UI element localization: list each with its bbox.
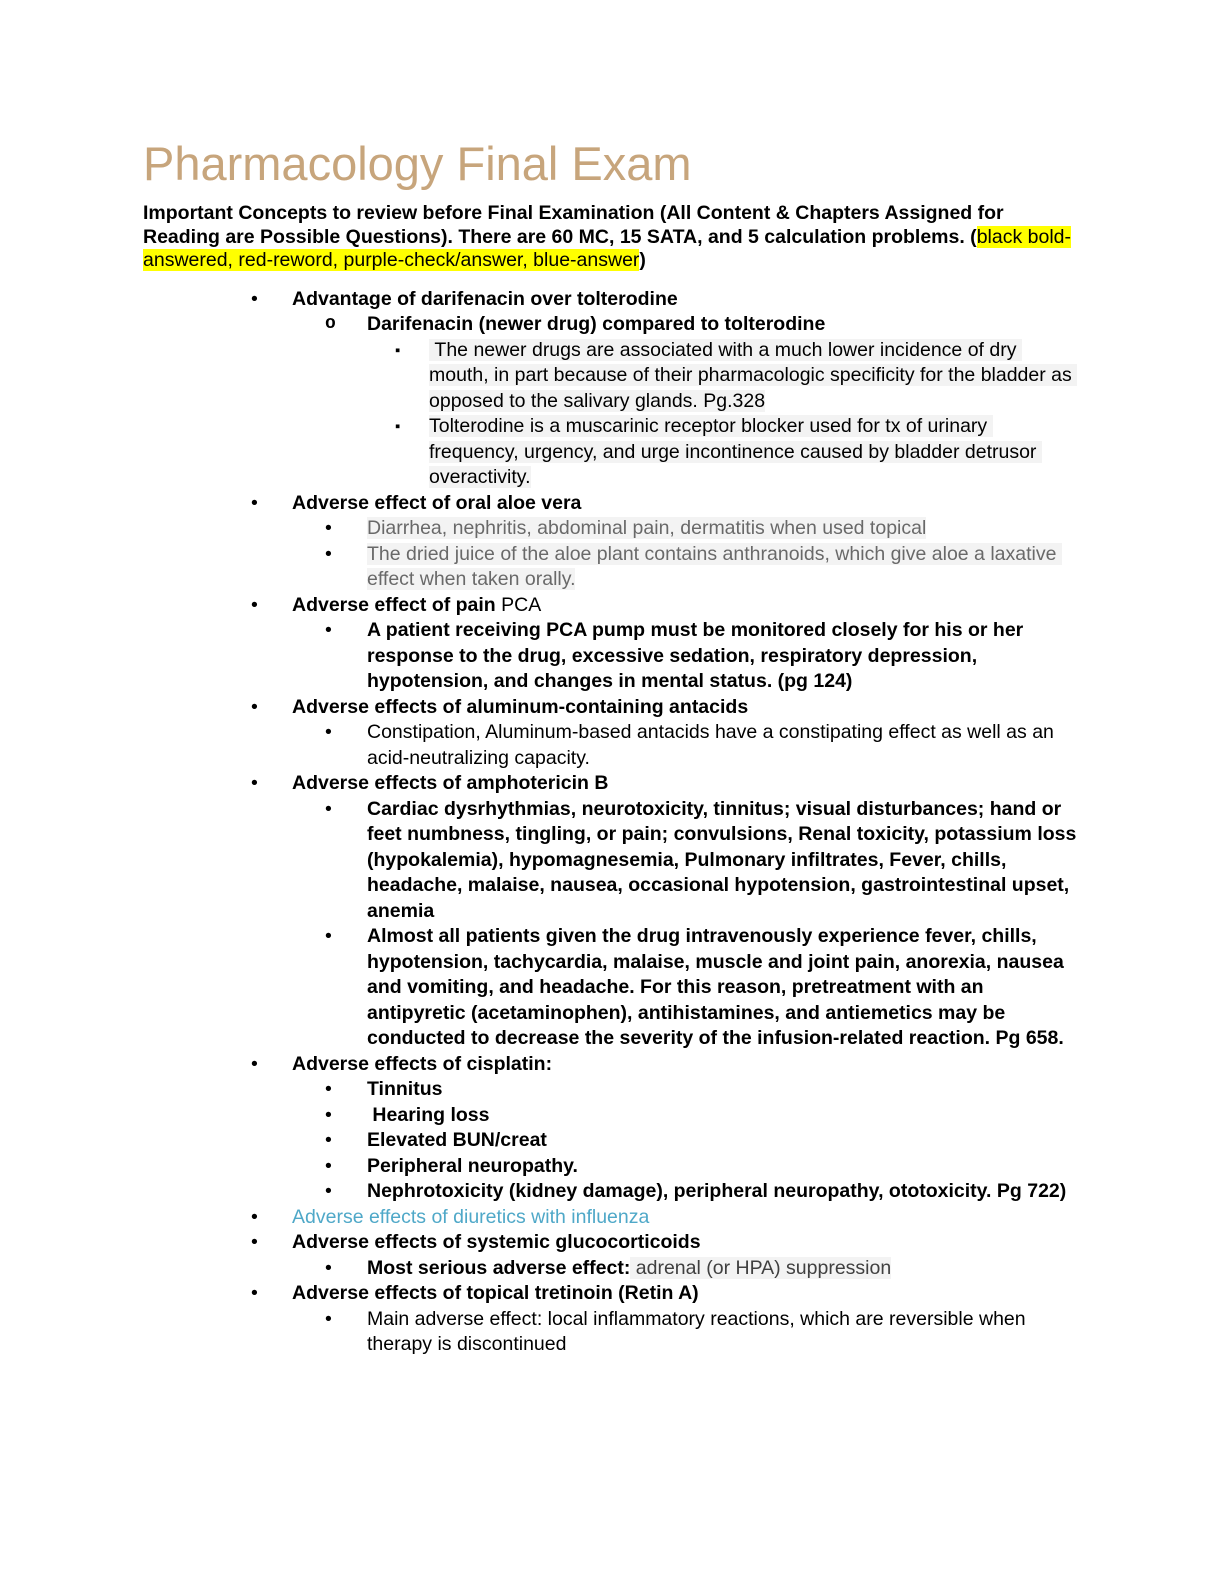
list-item-text xyxy=(292,1205,1081,1231)
bullet-disc-icon: • xyxy=(325,1180,332,1202)
bullet-disc-icon: • xyxy=(325,517,332,539)
bullet-disc-icon: • xyxy=(325,619,332,641)
list-item xyxy=(143,516,1081,542)
list-item xyxy=(143,1103,1081,1129)
text-segment: Adverse effects of systemic glucocorticoids xyxy=(292,1231,701,1253)
list-item xyxy=(143,924,1081,1052)
list-item-text xyxy=(367,1179,1081,1205)
text-segment: Adverse effects of aluminum-containing antacids xyxy=(292,695,749,718)
text-segment: Cardiac dysrhythmias, neurotoxicity, tinnitus; visual disturbances; hand or feet numbness, tingling, or pain; convulsions, Renal toxicity, potassium loss (hypokalemia), hypomagnesemia, Pulmonary infiltrates, Fever, chills, headache, malaise, nausea, occasional hypotension, gastrointestinal upset, anemia xyxy=(367,797,1082,922)
bullet-disc-icon: • xyxy=(251,491,258,514)
text-segment: Constipation, Aluminum-based antacids have a constipating effect as well as an acid-neutralizing capacity. xyxy=(367,721,1060,769)
text-segment: The newer drugs are associated with a much lower incidence of dry mouth, in part because of their pharmacologic specificity for the bladder as opposed to the salivary glands. Pg.328 xyxy=(429,338,1078,412)
list-item-text xyxy=(367,516,1081,542)
bullet-square-icon: ▪ xyxy=(395,341,401,359)
text-segment: Adverse effects of cisplatin: xyxy=(292,1052,553,1075)
list-item-text xyxy=(367,1128,1081,1154)
list-item xyxy=(143,1205,1081,1231)
list-item xyxy=(143,720,1081,771)
bullet-disc-icon: • xyxy=(325,1103,332,1126)
list-item-text xyxy=(367,1103,1081,1129)
text-segment: Almost all patients given the drug intravenously experience fever, chills, hypotension, tachycardia, malaise, muscle and joint pain, anorexia, nausea and vomiting, and headache. For this reason, pretreatment with an antipyretic (acetaminophen), antihistamines, and antiemetics may be conducted to decrease the severity of the infusion-related reaction. Pg 658. xyxy=(367,925,1070,1049)
text-segment: Important Concepts to review before Final Examination (All Content & Chapters Assigned for Reading are Possible Questions). There are 60 MC, 15 SATA, and 5 calculation problems. ( xyxy=(143,202,1010,248)
list-item xyxy=(143,1281,1081,1307)
bullet-disc-icon: • xyxy=(325,1154,332,1177)
list-item xyxy=(143,312,1081,338)
list-item-text xyxy=(367,720,1081,771)
list-item xyxy=(143,618,1081,695)
bullet-disc-icon: • xyxy=(325,542,332,565)
text-segment: Diarrhea, nephritis, abdominal pain, dermatitis when used topical xyxy=(367,517,927,539)
text-segment: Adverse effects of topical tretinoin (Retin A) xyxy=(292,1282,699,1304)
bullet-list xyxy=(143,287,1081,1358)
text-segment: Most serious adverse effect: xyxy=(367,1256,631,1279)
bullet-disc-icon: • xyxy=(251,1205,258,1228)
list-item xyxy=(143,414,1081,491)
text-segment: Nephrotoxicity (kidney damage), peripheral neuropathy, ototoxicity. Pg 722) xyxy=(367,1180,1067,1202)
text-segment: Darifenacin (newer drug) compared to tolterodine xyxy=(367,313,826,335)
list-item-text xyxy=(292,771,1081,797)
bullet-square-icon: ▪ xyxy=(395,418,401,435)
list-item-text xyxy=(367,797,1081,925)
bullet-disc-icon: • xyxy=(251,1052,258,1075)
list-item xyxy=(143,491,1081,517)
list-item xyxy=(143,1179,1081,1205)
list-item xyxy=(143,287,1081,313)
bullet-disc-icon: • xyxy=(325,1078,332,1100)
text-segment: A patient receiving PCA pump must be monitored closely for his or her response to the drug, excessive sedation, respiratory depression, hypotension, and changes in mental status. (pg 124) xyxy=(367,619,1029,692)
list-item xyxy=(143,542,1081,593)
text-segment: Adverse effects of amphotericin B xyxy=(292,772,609,794)
intro-paragraph xyxy=(143,202,1081,273)
list-item xyxy=(143,1154,1081,1180)
bullet-disc-icon: • xyxy=(251,287,258,310)
bullet-circle-icon: o xyxy=(325,314,336,334)
text-segment: Tinnitus xyxy=(367,1078,443,1100)
text-segment: Tolterodine is a muscarinic receptor blocker used for tx of urinary frequency, urgency, and urge incontinence caused by bladder detrusor overactivity. xyxy=(429,415,1042,488)
list-item-text xyxy=(292,287,1081,313)
bullet-disc-icon: • xyxy=(325,797,332,820)
list-item xyxy=(143,593,1081,619)
bullet-disc-icon: • xyxy=(325,1256,332,1279)
list-item-text xyxy=(292,1052,1081,1078)
bullet-disc-icon: • xyxy=(251,695,258,718)
bullet-disc-icon: • xyxy=(325,925,332,947)
text-segment: Elevated BUN/creat xyxy=(367,1129,547,1151)
list-item-text xyxy=(367,1154,1081,1180)
bullet-disc-icon: • xyxy=(325,1307,332,1330)
text-segment: The dried juice of the aloe plant contains anthranoids, which give aloe a laxative effect when taken orally. xyxy=(367,542,1062,590)
list-item-text xyxy=(292,491,1081,517)
list-item-text xyxy=(367,1256,1081,1282)
list-item xyxy=(143,1052,1081,1078)
list-item-text xyxy=(292,593,1081,619)
list-item xyxy=(143,1077,1081,1103)
list-item xyxy=(143,1230,1081,1256)
list-item-text xyxy=(367,1307,1081,1358)
text-segment: PCA xyxy=(495,593,542,616)
list-item-text xyxy=(292,1230,1081,1256)
list-item-text xyxy=(292,1281,1081,1307)
text-segment: adrenal (or HPA) suppression xyxy=(630,1256,892,1279)
text-segment: Peripheral neuropathy. xyxy=(367,1154,578,1177)
list-item-text xyxy=(367,312,1081,338)
bullet-disc-icon: • xyxy=(325,1129,332,1151)
list-item xyxy=(143,338,1081,415)
list-item xyxy=(143,1128,1081,1154)
list-item xyxy=(143,771,1081,797)
list-item-text xyxy=(367,542,1081,593)
text-segment: Adverse effect of oral aloe vera xyxy=(292,491,582,514)
list-item-text xyxy=(429,414,1081,491)
text-segment: Advantage of darifenacin over tolterodine xyxy=(292,287,678,310)
list-item xyxy=(143,695,1081,721)
list-item-text xyxy=(429,338,1081,415)
bullet-disc-icon: • xyxy=(325,721,332,743)
bullet-disc-icon: • xyxy=(251,593,258,616)
list-item xyxy=(143,1256,1081,1282)
text-segment: Adverse effects of diuretics with influenza xyxy=(292,1205,650,1228)
list-item-text xyxy=(367,1077,1081,1103)
list-item-text xyxy=(367,618,1081,695)
text-segment: black bold-answered, red-reword, purple-check/answer, blue-answer xyxy=(143,225,1071,271)
text-segment: Hearing loss xyxy=(367,1103,490,1126)
text-segment: Adverse effect of pain xyxy=(292,593,496,616)
list-item xyxy=(143,797,1081,925)
bullet-disc-icon: • xyxy=(251,1282,258,1304)
list-item xyxy=(143,1307,1081,1358)
page-title: Pharmacology Final Exam xyxy=(143,137,692,190)
text-segment: Main adverse effect: local inflammatory reactions, which are reversible when therapy is discontinued xyxy=(367,1307,1032,1355)
list-item-text xyxy=(292,695,1081,721)
list-item-text xyxy=(367,924,1081,1052)
text-segment: ) xyxy=(639,249,646,271)
bullet-disc-icon: • xyxy=(251,1231,258,1253)
bullet-disc-icon: • xyxy=(251,772,258,794)
